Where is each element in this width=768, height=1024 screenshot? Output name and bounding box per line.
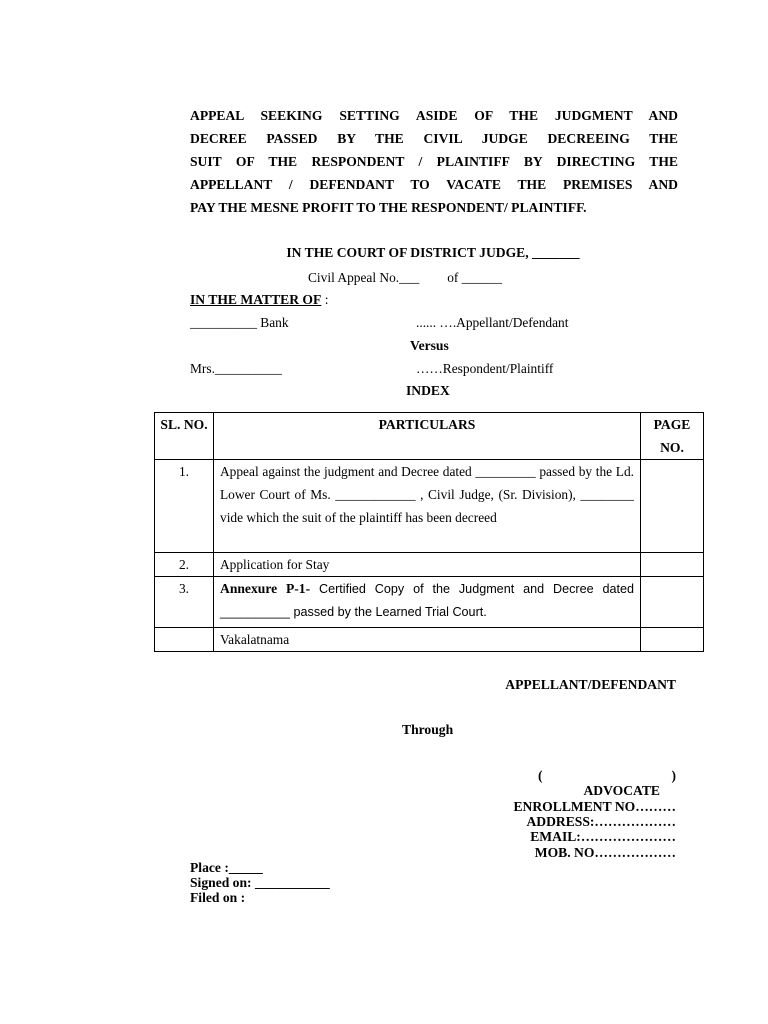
matter-label: IN THE MATTER OF	[190, 292, 322, 307]
mobile-no: MOB. NO………………	[534, 845, 676, 860]
row-particulars: Application for Stay	[214, 553, 641, 577]
filed-on-field: Filed on :	[190, 890, 246, 905]
header-particulars: PARTICULARS	[214, 413, 641, 460]
appellant-party: __________ Bank	[190, 315, 289, 330]
paren-open: (	[538, 768, 543, 783]
advocate-name-bracket	[538, 768, 676, 784]
header-page-no: PAGE NO.	[641, 413, 704, 460]
heading-line: APPELLANT / DEFENDANT TO VACATE THE PREMISES AND	[190, 177, 678, 192]
heading-line: APPEAL SEEKING SETTING ASIDE OF THE JUDGMENT AND	[190, 108, 678, 123]
row-sl: 1.	[155, 460, 214, 553]
row-page	[641, 628, 704, 652]
row-particulars	[214, 577, 641, 628]
appellant-role: ...... ….Appellant/Defendant	[416, 315, 569, 330]
appeal-no-label: Civil Appeal No.___	[308, 270, 420, 285]
table-row	[155, 460, 704, 553]
heading-line: SUIT OF THE RESPONDENT / PLAINTIFF BY DIRECTING THE	[190, 154, 678, 169]
respondent-party: Mrs.__________	[190, 361, 282, 376]
enrollment-no: ENROLLMENT NO………	[513, 799, 676, 814]
index-table	[154, 412, 704, 652]
appeal-of-label: of ______	[447, 270, 502, 285]
row-sl: 2.	[155, 553, 214, 577]
annexure-text: Certified Copy of the Judgment and Decree dated __________ passed by the Learned Trial Court.	[220, 582, 635, 619]
header-sl-no: SL. NO.	[155, 413, 214, 460]
row-particulars: Appeal against the judgment and Decree dated _________ passed by the Ld. Lower Court of Ms. ____________ , Civil Judge, (Sr. Division), ________ vide which the suit of the plaintiff has been decreed	[214, 460, 641, 553]
heading-line: PAY THE MESNE PROFIT TO THE RESPONDENT/ PLAINTIFF.	[190, 200, 587, 215]
place-field: Place :_____	[190, 860, 263, 875]
table-row	[155, 628, 704, 652]
advocate-label: ADVOCATE	[583, 783, 660, 798]
in-the-matter-of	[190, 292, 329, 308]
index-title: INDEX	[406, 383, 450, 398]
appellant-defendant-label: APPELLANT/DEFENDANT	[505, 677, 676, 692]
row-sl	[155, 628, 214, 652]
email-field: EMAIL:…………………	[530, 829, 676, 844]
row-sl: 3.	[155, 577, 214, 628]
matter-colon: :	[321, 292, 329, 307]
paren-close: )	[671, 768, 676, 783]
row-particulars: Vakalatnama	[214, 628, 641, 652]
court-title: IN THE COURT OF DISTRICT JUDGE, _______	[286, 245, 580, 260]
respondent-role: ……Respondent/Plaintiff	[416, 361, 554, 376]
versus-label: Versus	[410, 338, 449, 353]
row-page	[641, 577, 704, 628]
table-row	[155, 553, 704, 577]
table-row	[155, 577, 704, 628]
row-page	[641, 553, 704, 577]
table-header-row	[155, 413, 704, 460]
through-label: Through	[402, 722, 454, 737]
address-field: ADDRESS:………………	[526, 814, 676, 829]
signed-on-field: Signed on: ___________	[190, 875, 330, 890]
heading-line: DECREE PASSED BY THE CIVIL JUDGE DECREEING THE	[190, 131, 678, 146]
row-page	[641, 460, 704, 553]
annexure-label: Annexure P-1-	[220, 581, 311, 596]
civil-appeal-number	[308, 270, 502, 286]
document-heading	[190, 104, 678, 219]
